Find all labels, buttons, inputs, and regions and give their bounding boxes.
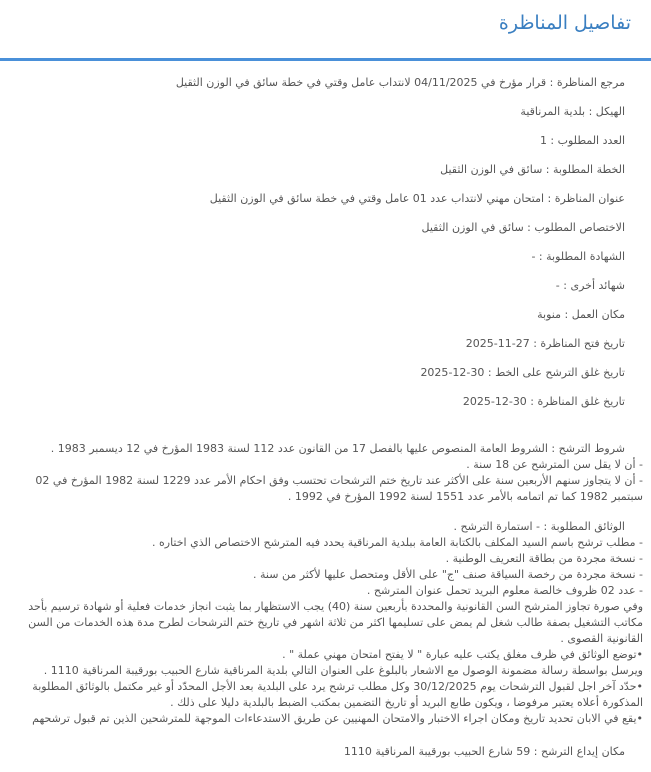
field-value: 30-12-2025: [462, 395, 527, 408]
field-value: 30-12-2025: [420, 366, 485, 379]
field-deposit-place: [344, 745, 625, 759]
condition-item: - أن لا يقل سن المترشح عن 18 سنة .: [466, 458, 643, 471]
document-item: - مطلب ترشح باسم السيد المكلف بالكتابة العامة ببلدية المرناقية يحدد فيه المترشح الاختصاص الذي اختاره .: [152, 536, 643, 549]
field-value: منوبة: [537, 308, 561, 321]
field-label: مكان العمل :: [561, 308, 625, 321]
field-label: الشهادة المطلوبة :: [535, 250, 625, 263]
documents-heading: الوثائق المطلوبة : - استمارة الترشح .: [453, 520, 625, 533]
document-item: - نسخة مجردة من رخصة السياقة صنف "ج" على الأقل ومتحصل عليها لأكثر من سنة .: [253, 568, 643, 581]
field-value: قرار مؤرخ في 04/11/2025 لانتداب عامل وقتي في خطة سائق في الوزن الثقيل: [175, 76, 547, 89]
field-work-place: [8, 308, 625, 337]
field-required-diploma: [8, 250, 625, 279]
required-documents: [8, 519, 643, 727]
document-item: •حدّد آخر اجل لقبول الترشحات يوم 30/12/2025 وكل مطلب ترشح يرد على البلدية بعد الأجل المحدّد أو غير مكتمل بالوثائق المطلوبة المذكورة أعلاه يعتبر مرفوضا ، ويكون طابع البريد أو تاريخ التضمين بمكتب الضبط بالبلدية دليلا على ذلك .: [32, 680, 643, 709]
condition-item: - أن لا يتجاوز سنهم الأربعين سنة على الأكثر عند تاريخ ختم الترشحات تحتسب وفق احكام الأمر عدد 1229 لسنة 1982 المؤرخ في 02 سبتمبر 1982 كما تم اتمامه بالأمر عدد 1551 لسنة 1992 المؤرخ في 1992 .: [35, 474, 643, 503]
document-item: ويرسل بواسطة رسالة مضمونة الوصول مع الاشعار بالبلوغ على العنوان التالي بلدية المرناقية شارع الحبيب بورقيبة المرناقية 1110 .: [43, 664, 643, 677]
field-online-closing-date: [8, 366, 625, 395]
field-structure: [8, 105, 625, 134]
field-required-position: [8, 163, 625, 192]
field-label: الاختصاص المطلوب :: [524, 221, 625, 234]
field-value: امتحان مهني لانتداب عدد 01 عامل وقتي في خطة سائق في الوزن الثقيل: [209, 192, 545, 205]
field-closing-date: [8, 395, 625, 424]
field-label: تاريخ غلق الترشح على الخط :: [484, 366, 625, 379]
field-label: الهيكل :: [585, 105, 625, 118]
field-required-count: [8, 134, 625, 163]
field-label: شهائد أخرى :: [560, 279, 625, 292]
conditions-heading: شروط الترشح : الشروط العامة المنصوص عليها بالفصل 17 من القانون عدد 112 لسنة 1983 المؤرخ في 12 ديسمبر 1983 .: [50, 442, 625, 455]
field-value: بلدية المرناقية: [520, 105, 586, 118]
field-reference: [8, 76, 625, 105]
field-specialty: [8, 221, 625, 250]
field-competition-title: [8, 192, 625, 221]
field-value: 1: [539, 134, 547, 147]
field-label: عنوان المناظرة :: [544, 192, 625, 205]
document-item: وفي صورة تجاوز المترشح السن القانونية والمحددة بأربعين سنة (40) يجب الاستظهار بما يثبت انجاز خدمات فعلية أو شهادة ترسيم بأحد مكاتب التشغيل بصفة طالب شغل لم يمض على تسليمها اكثر من ثلاثة اشهر في تاريخ ختم الترشحات لطرح مدة هذه الخدمات من السن القانونية القصوى .: [28, 600, 643, 645]
document-item: •يقع في الابان تحديد تاريخ ومكان اجراء الاختبار والامتحان المهنيين عن طريق الاستدعاءات الموجهة للمترشحين الذين تم قبول ترشحهم: [32, 712, 643, 725]
field-value: سائق في الوزن الثقيل: [440, 163, 543, 176]
page-title: تفاصيل المناظرة: [498, 12, 631, 34]
field-label: تاريخ غلق المناظرة :: [527, 395, 625, 408]
field-label: الخطة المطلوبة :: [542, 163, 625, 176]
field-value: 59 شارع الحبيب بورقيبة المرناقية 1110: [343, 745, 531, 758]
field-label: العدد المطلوب :: [547, 134, 625, 147]
details-list: [8, 76, 625, 424]
field-value: -: [531, 250, 536, 263]
field-label: مرجع المناظرة :: [546, 76, 625, 89]
field-value: -: [555, 279, 560, 292]
document-item: •توضع الوثائق في ظرف مغلق يكتب عليه عبارة " لا يفتح امتحان مهني عملة " .: [282, 648, 643, 661]
field-label: مكان إيداع الترشح :: [530, 745, 625, 758]
field-opening-date: [8, 337, 625, 366]
application-conditions: [8, 441, 643, 505]
field-value: سائق في الوزن الثقيل: [421, 221, 524, 234]
document-item: - عدد 02 ظروف خالصة معلوم البريد تحمل عنوان المترشح .: [366, 584, 643, 597]
document-item: - نسخة مجردة من بطاقة التعريف الوطنية .: [445, 552, 643, 565]
field-value: 27-11-2025: [465, 337, 530, 350]
page-header: [0, 0, 651, 61]
field-other-certificates: [8, 279, 625, 308]
field-label: تاريخ فتح المناظرة :: [530, 337, 625, 350]
